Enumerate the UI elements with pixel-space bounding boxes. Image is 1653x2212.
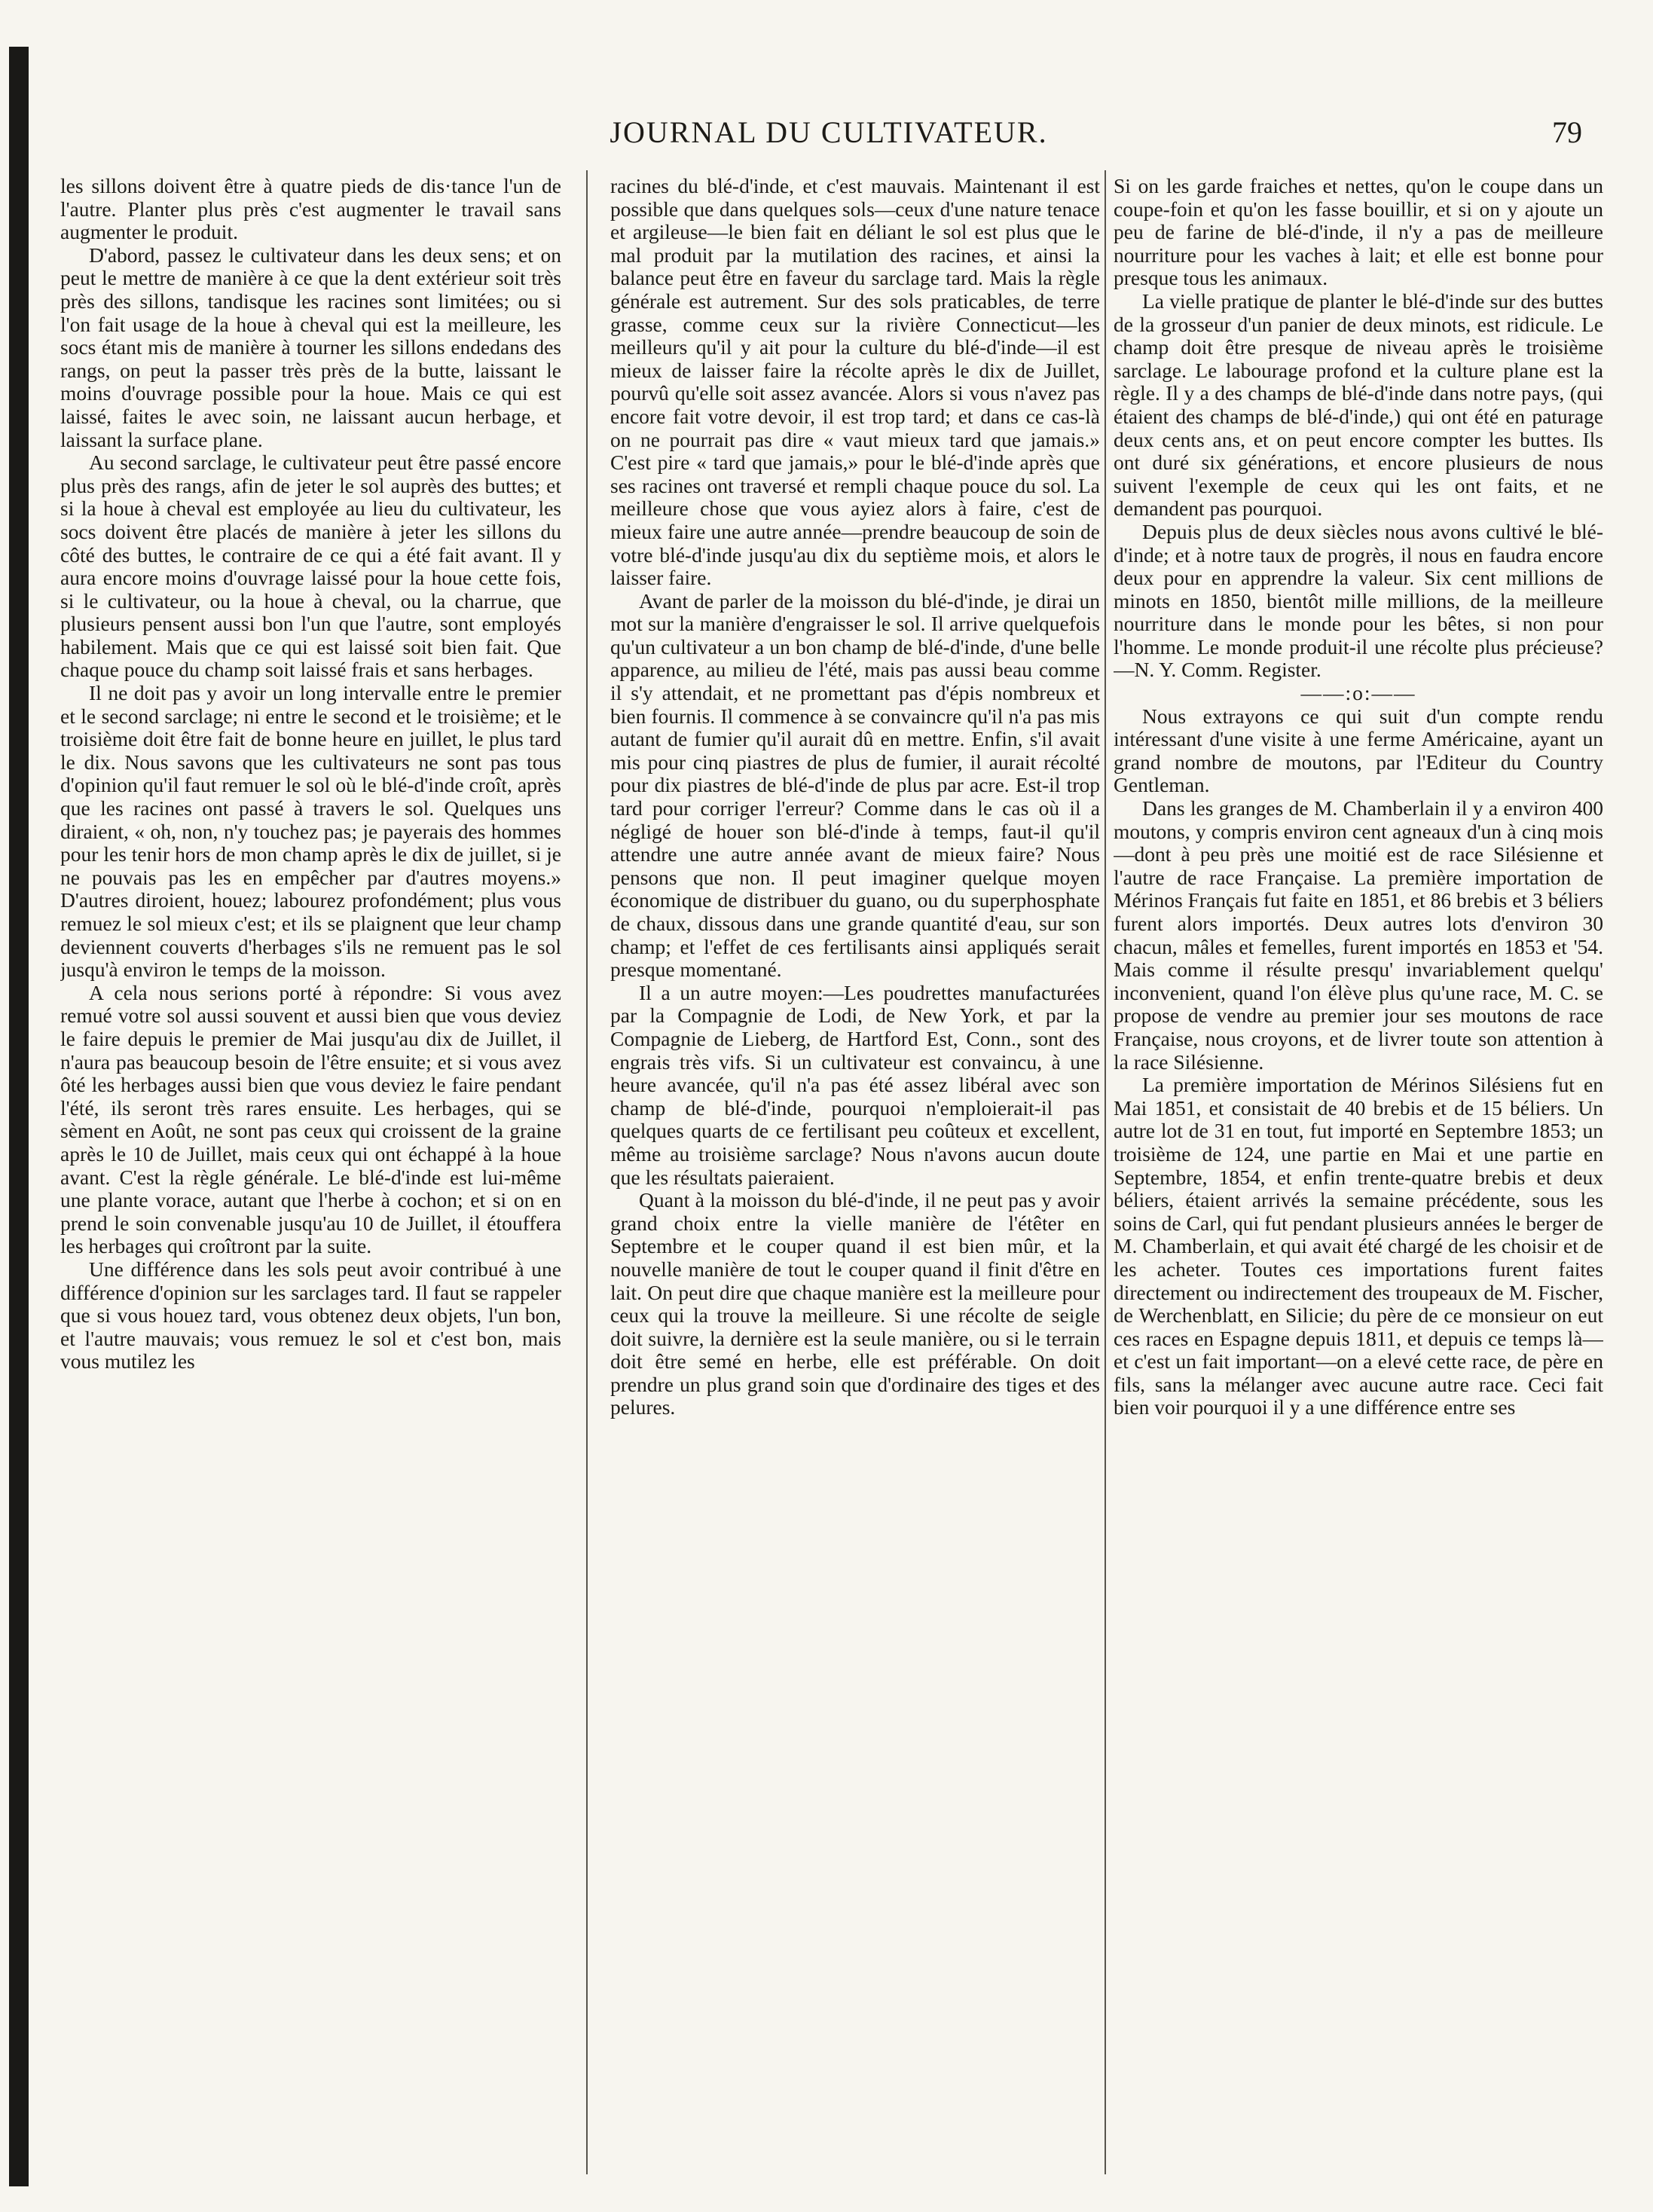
page-number: 79 — [1552, 115, 1582, 149]
binding-edge — [9, 47, 29, 2186]
text-column-1 — [60, 175, 561, 2171]
paragraph: A cela nous serions porté à répondre: Si vous avez remué votre sol aussi souvent et aussi bien que vous deviez le faire depuis le premier de Mai jusqu'au dix de Juillet, il n'aura pas beaucoup besoin de l'être ensuite; et si vous avez ôté les herbages aussi bien que vous deviez le faire pendant l'été, ils seront très rares ensuite. Les herbages, qui se sèment en Août, ne sont pas ceux qui croissent de la graine après le 10 de Juillet, mais ceux qui ont échappé à la houe avant. C'est la règle générale. Le blé-d'inde est lui-même une plante vorace, autant que l'herbe à cochon; et si on en prend le soin convenable jusqu'au 10 de Juillet, il étouffera les herbages qui croîtront par la suite. — [60, 980, 561, 1258]
column-divider — [586, 170, 588, 2174]
paragraph: D'abord, passez le cultivateur dans les deux sens; et on peut le mettre de manière à ce que la dent extérieur soit très près des sillons, tandisque les racines sont limitées; ou si l'on fait usage de la houe à cheval qui est la meilleure, les socs étant mis de manière à tourner les sillons endedans des rangs, on peut la passer très près de la butte, laissant le moins d'ouvrage possible pour la houe. Mais ce qui est laissé, faites le avec soin, ne laissant aucun herbage, et laissant la surface plane. — [60, 243, 561, 451]
paragraph: Si on les garde fraiches et nettes, qu'on le coupe dans un coupe-foin et qu'on les fasse bouillir, et si on y ajoute un peu de farine de blé-d'inde, il n'y a pas de meilleure nourriture pour les vaches à lait; et elle est bonne pour presque tous les animaux. — [1114, 175, 1603, 290]
paragraph: La vielle pratique de planter le blé-d'inde sur des buttes de la grosseur d'un panier de deux minots, est ridicule. Le champ doit être presque de niveau après le troisième sarclage. Le labourage profond et la culture plane est la règle. Il y a des champs de blé-d'inde dans notre pays, (qui étaient des champs de blé-d'inde,) qui ont été en paturage deux cents ans, et on peut encore compter les buttes. Ils ont duré six générations, et encore plusieurs de nous suivent l'exemple de ceux qui les ont faits, et ne demandent pas pourquoi. — [1114, 289, 1603, 521]
paragraph: Il a un autre moyen:—Les poudrettes manufacturées par la Compagnie de Lodi, de New York, et par la Compagnie de Lieberg, de Hartford Est, Conn., sont des engrais très vifs. Si un cultivateur est convaincu, à une heure avancée, qu'il n'a pas été assez libéral avec son champ de blé-d'inde, pourquoi n'emploierait-il pas quelques quarts de ce fertilisant peu coûteux et excellent, même au troisième sarclage? Nous n'avons aucun doute que les résultats paieraient. — [610, 980, 1100, 1189]
paragraph: racines du blé-d'inde, et c'est mauvais. Maintenant il est possible que dans quelques sols—ceux d'une nature tenace et argileuse—le bien fait en déliant le sol est plus que le mal produit par la mutilation des racines, et ainsi la balance peut être en faveur du sarclage tard. Mais la règle générale est autrement. Sur des sols praticables, de terre grasse, comme ceux sur la rivière Connecticut—les meilleurs qu'il y ait pour la culture du blé-d'inde—il est mieux de laisser faire la récolte après le dix de Juillet, pourvû qu'elle soit assez avancée. Alors si vous n'avez pas encore fait votre devoir, il est trop tard; et dans ce cas-là on ne pourrait pas dire « vaut mieux tard que jamais.» C'est pire « tard que jamais,» pour le blé-d'inde après que ses racines ont traversé et rempli chaque pouce du sol. La meilleure chose que vous ayiez alors à faire, c'est de mieux faire une autre année—prendre beaucoup de soin de votre blé-d'inde jusqu'au dix du septième mois, et alors le laisser faire. — [610, 175, 1100, 590]
paragraph: Au second sarclage, le cultivateur peut être passé encore plus près des rangs, afin de jeter le sol auprès des buttes; et si la houe à cheval est employée au lieu du cultivateur, les socs doivent être placés de manière à jeter les sillons du côté des buttes, le contraire de ce qui a été fait avant. Il y aura encore moins d'ouvrage laissé pour la houe cette fois, si le cultivateur, ou la houe à cheval, ou la charrue, que plusieurs pensent aussi bon l'un que l'autre, sont employés habilement. Mais que ce qui est laissé soit bien fait. Que chaque pouce du champ soit laissé frais et sans herbages. — [60, 451, 561, 682]
paragraph: Depuis plus de deux siècles nous avons cultivé le blé-d'inde; et à notre taux de progrès, il nous en faudra encore deux pour en apprendre la valeur. Six cent millions de minots en 1850, bientôt mille millions, de la meilleure nourriture dans le monde pour les bêtes, si non pour l'homme. Le monde produit-il une récolte plus précieuse?—N. Y. Comm. Register. — [1114, 519, 1603, 682]
paragraph: Dans les granges de M. Chamberlain il y a environ 400 moutons, y compris environ cent agneaux d'un à cinq mois—dont à peu près une moitié est de race Silésienne et l'autre de race Française. La première importation de Mérinos Français fut faite en 1851, et 86 brebis et 3 béliers furent alors importés. Deux autres lots d'environ 30 chacun, mâles et femelles, furent importés en 1853 et '54. Mais comme il résulte presqu' invariablement quelqu' inconvenient, quand l'on élève plus qu'une race, M. C. se propose de vendre au premier jour ses moutons de race Française, nous croyons, et de livrer toute son attention à la race Silésienne. — [1114, 796, 1603, 1074]
paragraph: La première importation de Mérinos Silésiens fut en Mai 1851, et consistait de 40 brebis et de 15 béliers. Un autre lot de 31 en tout, fut importé en Septembre 1853; un troisième de 124, une partie en Mai et une partie en Septembre, 1854, et enfin trente-quatre brebis et deux béliers, étaient arrivés la semaine précédente, sous les soins de Carl, qui fut pendant plusieurs années le berger de M. Chamberlain, et qui avait été chargé de les choisir et de les acheter. Toutes ces importations furent faites directement ou indirectement des troupeaux de M. Fischer, de Werchenblatt, en Silicie; du père de ce monsieur on eut ces races en Espagne depuis 1811, et depuis ce temps là—et c'est un fait important—on a elevé cette race, de père en fils, sans la mélanger avec aucune autre race. Ceci fait bien voir pourquoi il y a une différence entre ses — [1114, 1073, 1603, 1419]
text-column-2 — [610, 175, 1100, 2171]
paragraph: Il ne doit pas y avoir un long intervalle entre le premier et le second sarclage; ni entre le second et le troisième; et le troisième doit être fait de bonne heure en juillet, le plus tard le dix. Nous savons que les cultivateurs ne sont pas tous d'opinion qu'il faut remuer le sol où le blé-d'inde croît, après que les racines ont passé à travers le sol. Quelques uns diraient, « oh, non, n'y touchez pas; je payerais des hommes pour les tenir hors de mon champ après le dix de juillet, si je ne pouvais pas les en empêcher par d'autres moyens.» D'autres diroient, houez; labourez profondément; plus vous remuez le sol mieux c'est; et ils se plaignent que leur champ deviennent couverts d'herbages s'ils ne remuent pas le sol jusqu'à environ le temps de la moisson. — [60, 681, 561, 982]
paragraph: Quant à la moisson du blé-d'inde, il ne peut pas y avoir grand choix entre la vielle manière de l'étêter en Septembre et le couper quand il est bien mûr, et la nouvelle manière de tout le couper quand il finit d'être en lait. On peut dire que chaque manière est la meilleure pour ceux qui la trouve la meilleure. Si une récolte de seigle doit suivre, la dernière est la seule manière, ou si le terrain doit être semé en herbe, elle est préférable. On doit prendre un plus grand soin que d'ordinaire des tiges et des pelures. — [610, 1188, 1100, 1419]
running-head: JOURNAL DU CULTIVATEUR. — [610, 115, 1048, 149]
column-divider — [1105, 170, 1106, 2174]
paragraph: Nous extrayons ce qui suit d'un compte rendu intéressant d'une visite à une ferme Américaine, ayant un grand nombre de moutons, par l'Editeur du Country Gentleman. — [1114, 704, 1603, 797]
paragraph: les sillons doivent être à quatre pieds de dis·tance l'un de l'autre. Planter plus près c'est augmenter le travail sans augmenter le produit. — [60, 175, 561, 244]
paragraph: Une différence dans les sols peut avoir contribué à une différence d'opinion sur les sarclages tard. Il faut se rappeler que si vous houez tard, vous obtenez deux objets, l'un bon, et l'autre mauvais; vous remuez le sol et c'est bon, mais vous mutilez les — [60, 1257, 561, 1373]
paragraph: Avant de parler de la moisson du blé-d'inde, je dirai un mot sur la manière d'engraisser le sol. Il arrive quelquefois qu'un cultivateur a un bon champ de blé-d'inde, d'une belle apparence, au milieu de l'été, mais pas aussi beau comme il s'y attendait, et ne promettant pas d'épis nombreux et bien fournis. Il commence à se convaincre qu'il n'a pas mis autant de fumier qu'il aurait dû en mettre. Enfin, s'il avait mis pour cinq piastres de plus de fumier, il aurait récolté pour dix piastres de blé-d'inde de plus par acre. Est-il trop tard pour corriger l'erreur? Comme dans le cas où il a négligé de houer son blé-d'inde à temps, faut-il qu'il attendre une autre année avant de mieux faire? Nous pensons que non. Il peut imaginer quelque moyen économique de distribuer du guano, ou du superphosphate de chaux, dissous dans une grande quantité d'eau, sur son champ; et l'effet de ces fertilisants ainsi appliqués serait presque momentané. — [610, 588, 1100, 982]
text-column-3 — [1114, 175, 1603, 2171]
section-separator: ——:o:—— — [1300, 681, 1416, 705]
page-header — [60, 115, 1597, 160]
